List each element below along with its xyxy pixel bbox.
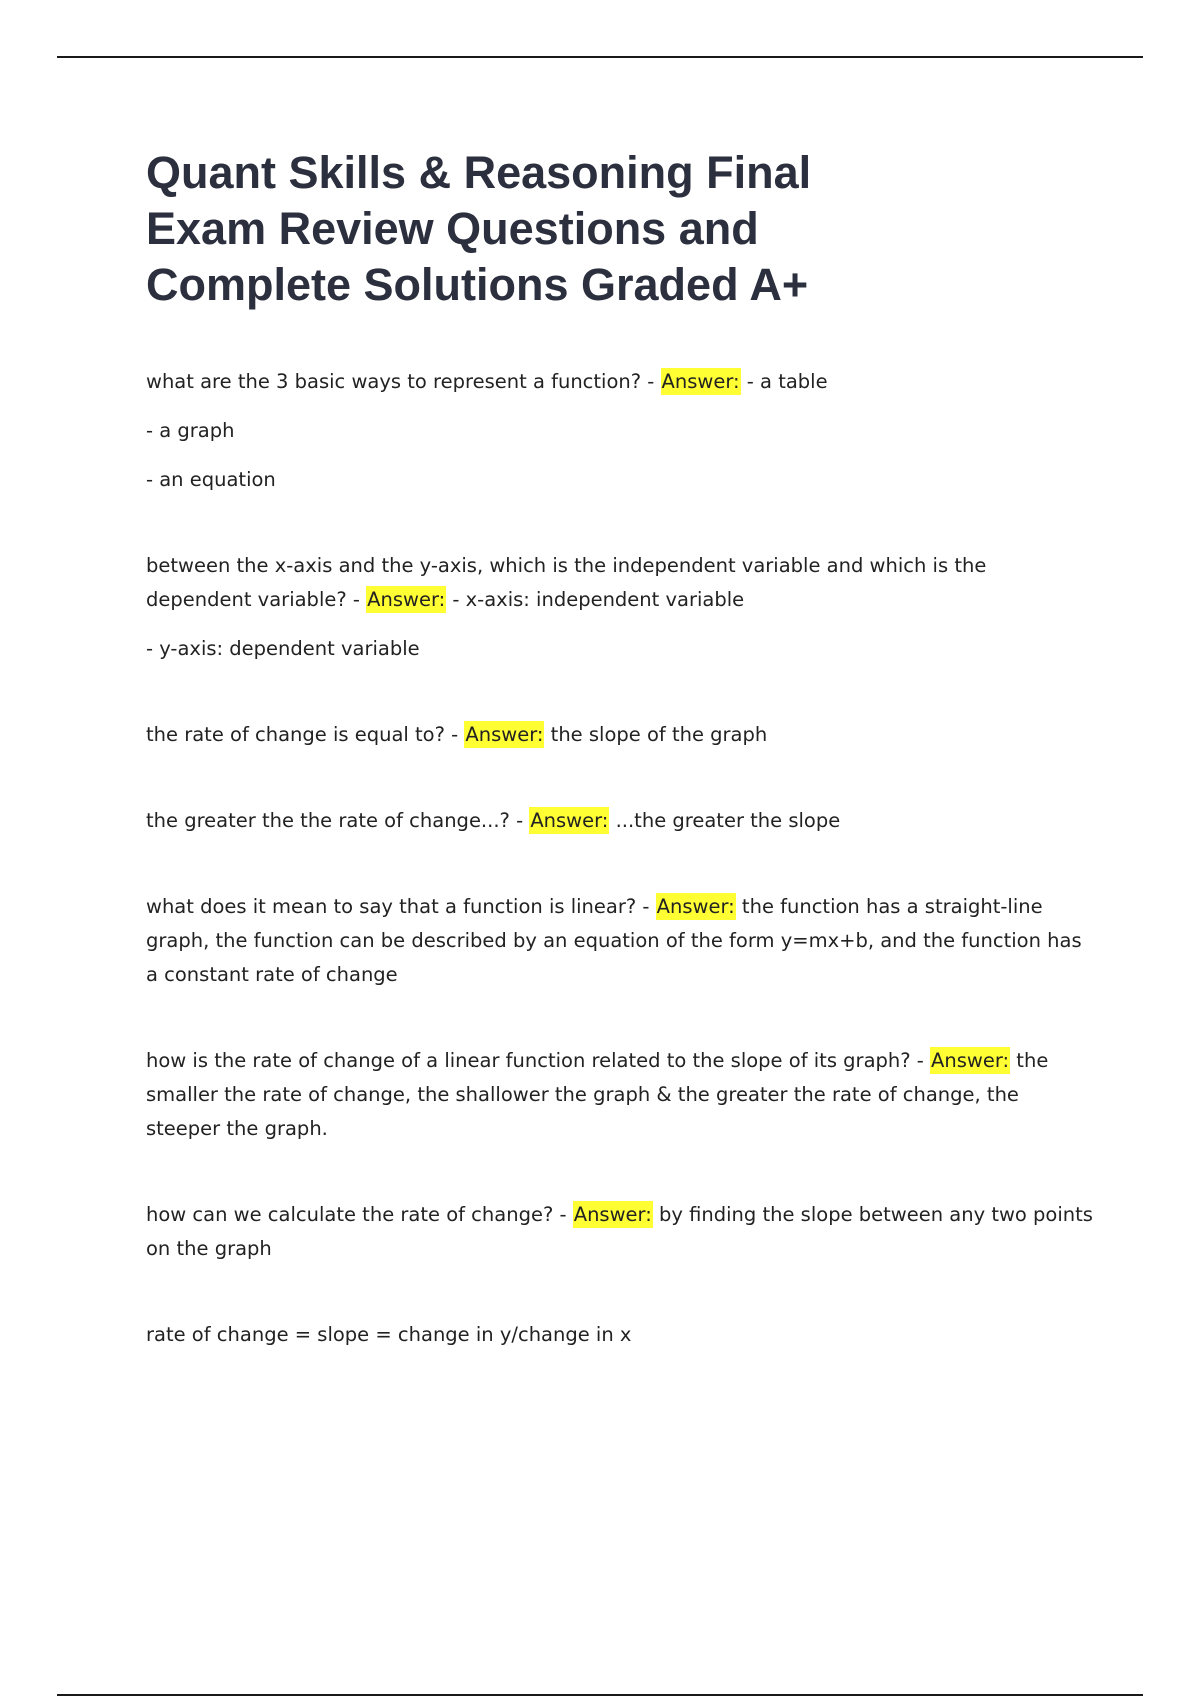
question-line [146,1044,1096,1146]
qa-item [146,718,1096,752]
question-text: what does it mean to say that a function is linear? - [146,895,656,918]
qa-item [146,1044,1096,1146]
question-text: the rate of change is equal to? - [146,723,465,746]
question-text: what are the 3 basic ways to represent a function? - [146,370,661,393]
answer-line: - a graph [146,419,235,442]
answer-label: Answer: [530,809,609,832]
answer-text: the slope of the graph [544,723,768,746]
question-line [146,1198,1096,1266]
qa-list [146,365,1096,1352]
document-body [146,145,1096,1367]
qa-item [146,890,1096,992]
question-line [146,804,1096,838]
qa-item [146,1198,1096,1266]
answer-text: - x-axis: independent variable [446,588,745,611]
question-text: between the x-axis and the y-axis, which is the independent variable and which is the dependent variable? - [146,554,987,611]
answer-text: - a table [740,370,828,393]
bottom-rule [57,1694,1143,1696]
answer-label: Answer: [656,895,735,918]
question-line [146,718,1096,752]
qa-item [146,804,1096,838]
qa-item [146,549,1096,666]
note-item [146,1318,1096,1352]
answer-label: Answer: [573,1203,652,1226]
question-line [146,549,1096,617]
note-line: rate of change = slope = change in y/change in x [146,1323,632,1346]
answer-text: the smaller the rate of change, the shallower the graph & the greater the rate of change, the steeper the graph. [146,1049,1049,1140]
answer-label: Answer: [367,588,446,611]
question-line [146,365,1096,399]
question-text: how is the rate of change of a linear function related to the slope of its graph? - [146,1049,931,1072]
question-text: the greater the the rate of change...? - [146,809,530,832]
answer-text: by finding the slope between any two points on the graph [146,1203,1093,1260]
answer-text: ...the greater the slope [609,809,841,832]
question-text: how can we calculate the rate of change? - [146,1203,573,1226]
question-line [146,890,1096,992]
answer-label: Answer: [931,1049,1010,1072]
qa-item [146,365,1096,497]
answer-line: - an equation [146,468,276,491]
answer-label: Answer: [465,723,544,746]
top-rule [57,56,1143,58]
answer-line: - y-axis: dependent variable [146,637,420,660]
answer-text: the function has a straight-line graph, the function can be described by an equation of the form y=mx+b, and the function has a constant rate of change [146,895,1082,986]
answer-label: Answer: [661,370,740,393]
document-title: Quant Skills & Reasoning Final Exam Review Questions and Complete Solutions Graded A+ [146,147,812,310]
